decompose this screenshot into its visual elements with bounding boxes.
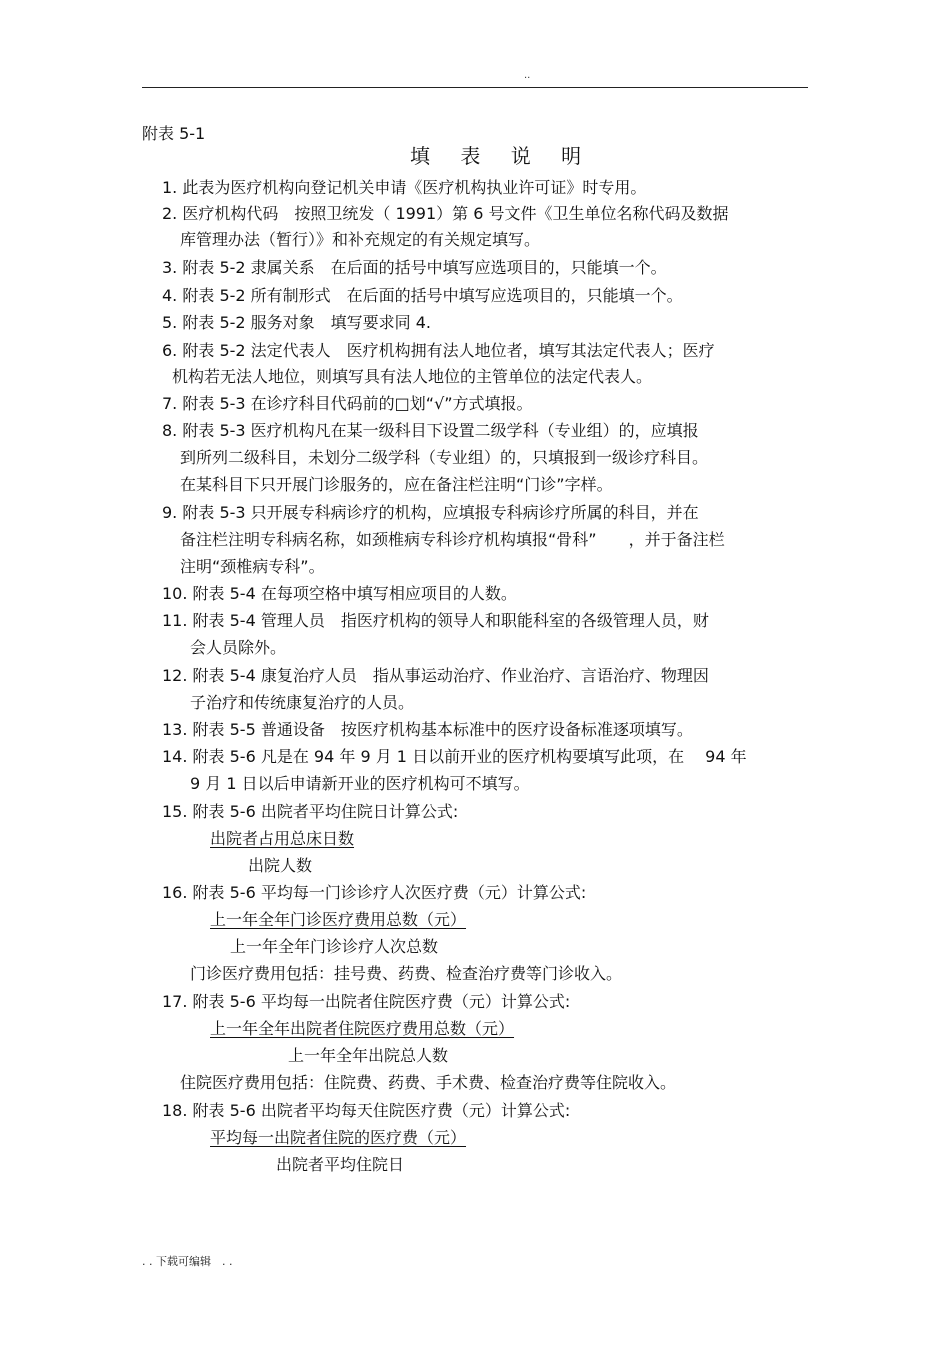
text-line: 机构若无法人地位，则填写具有法人地位的主管单位的法定代表人。 — [172, 367, 653, 386]
text-line: 门诊医疗费用包括：挂号费、药费、检查治疗费等门诊收入。 — [190, 964, 623, 983]
text-line: 13. 附表 5-5 普通设备 按医疗机构基本标准中的医疗设备标准逐项填写。 — [162, 720, 693, 739]
text-line: 18. 附表 5-6 出院者平均每天住院医疗费（元）计算公式: — [162, 1101, 571, 1120]
text-line: 会人员除外。 — [190, 638, 287, 657]
text-line: 库管理办法（暂行）》和补充规定的有关规定填写。 — [180, 230, 541, 249]
text-line: 14. 附表 5-6 凡是在 94 年 9 月 1 日以前开业的医疗机构要填写此项，在 94 年 — [162, 747, 747, 766]
text-line: 1. 此表为医疗机构向登记机关申请《医疗机构执业许可证》时专用。 — [162, 178, 647, 197]
text-line: 2. 医疗机构代码 按照卫统发（ 1991）第 6 号文件《卫生单位名称代码及数据 — [162, 204, 729, 223]
text-line: 注明“颈椎病专科”。 — [180, 557, 325, 576]
text-line: 到所列二级科目，未划分二级学科（专业组）的，只填报到一级诊疗科目。 — [180, 448, 709, 467]
text-line: 12. 附表 5-4 康复治疗人员 指从事运动治疗、作业治疗、言语治疗、物理因 — [162, 666, 709, 685]
formula-denominator: 出院人数 — [248, 856, 313, 875]
formula-denominator: 上一年全年出院总人数 — [288, 1046, 449, 1065]
text-line: 备注栏注明专科病名称，如颈椎病专科诊疗机构填报“骨科” ，并于备注栏 — [180, 530, 725, 549]
text-line: 住院医疗费用包括：住院费、药费、手术费、检查治疗费等住院收入。 — [180, 1073, 677, 1092]
text-line: 6. 附表 5-2 法定代表人 医疗机构拥有法人地位者，填写其法定代表人；医疗 — [162, 341, 715, 360]
text-line: 3. 附表 5-2 隶属关系 在后面的括号中填写应选项目的，只能填一个。 — [162, 258, 667, 277]
text-line: 8. 附表 5-3 医疗机构凡在某一级科目下设置二级学科（专业组）的，应填报 — [162, 421, 699, 440]
text-line: 在某科目下只开展门诊服务的，应在备注栏注明“门诊”字样。 — [180, 475, 613, 494]
text-line: 16. 附表 5-6 平均每一门诊诊疗人次医疗费（元）计算公式: — [162, 883, 587, 902]
formula-numerator: 出院者占用总床日数 — [210, 829, 355, 848]
text-line: 4. 附表 5-2 所有制形式 在后面的括号中填写应选项目的，只能填一个。 — [162, 286, 683, 305]
formula-numerator: 上一年全年门诊医疗费用总数（元） — [210, 910, 467, 929]
footer-note: . . 下载可编辑 . . — [142, 1255, 233, 1268]
text-line: 5. 附表 5-2 服务对象 填写要求同 4. — [162, 313, 432, 332]
formula-numerator: 上一年全年出院者住院医疗费用总数（元） — [210, 1019, 515, 1038]
text-line: 9. 附表 5-3 只开展专科病诊疗的机构，应填报专科病诊疗所属的科目，并在 — [162, 503, 699, 522]
header-dots: .. — [524, 70, 531, 81]
header-rule — [142, 87, 808, 88]
formula-denominator: 出院者平均住院日 — [276, 1155, 405, 1174]
formula-denominator: 上一年全年门诊诊疗人次总数 — [230, 937, 439, 956]
text-line: 子治疗和传统康复治疗的人员。 — [190, 693, 415, 712]
text-line: 11. 附表 5-4 管理人员 指医疗机构的领导人和职能科室的各级管理人员，财 — [162, 611, 709, 630]
text-line: 7. 附表 5-3 在诊疗科目代码前的□划“√”方式填报。 — [162, 394, 533, 413]
text-line: 9 月 1 日以后申请新开业的医疗机构可不填写。 — [190, 774, 530, 793]
page-title: 填 表 说 明 — [410, 144, 594, 168]
formula-numerator: 平均每一出院者住院的医疗费（元） — [210, 1128, 467, 1147]
appendix-label: 附表 5-1 — [142, 124, 206, 143]
text-line: 17. 附表 5-6 平均每一出院者住院医疗费（元）计算公式: — [162, 992, 571, 1011]
text-line: 10. 附表 5-4 在每项空格中填写相应项目的人数。 — [162, 584, 517, 603]
text-line: 15. 附表 5-6 出院者平均住院日计算公式: — [162, 802, 459, 821]
